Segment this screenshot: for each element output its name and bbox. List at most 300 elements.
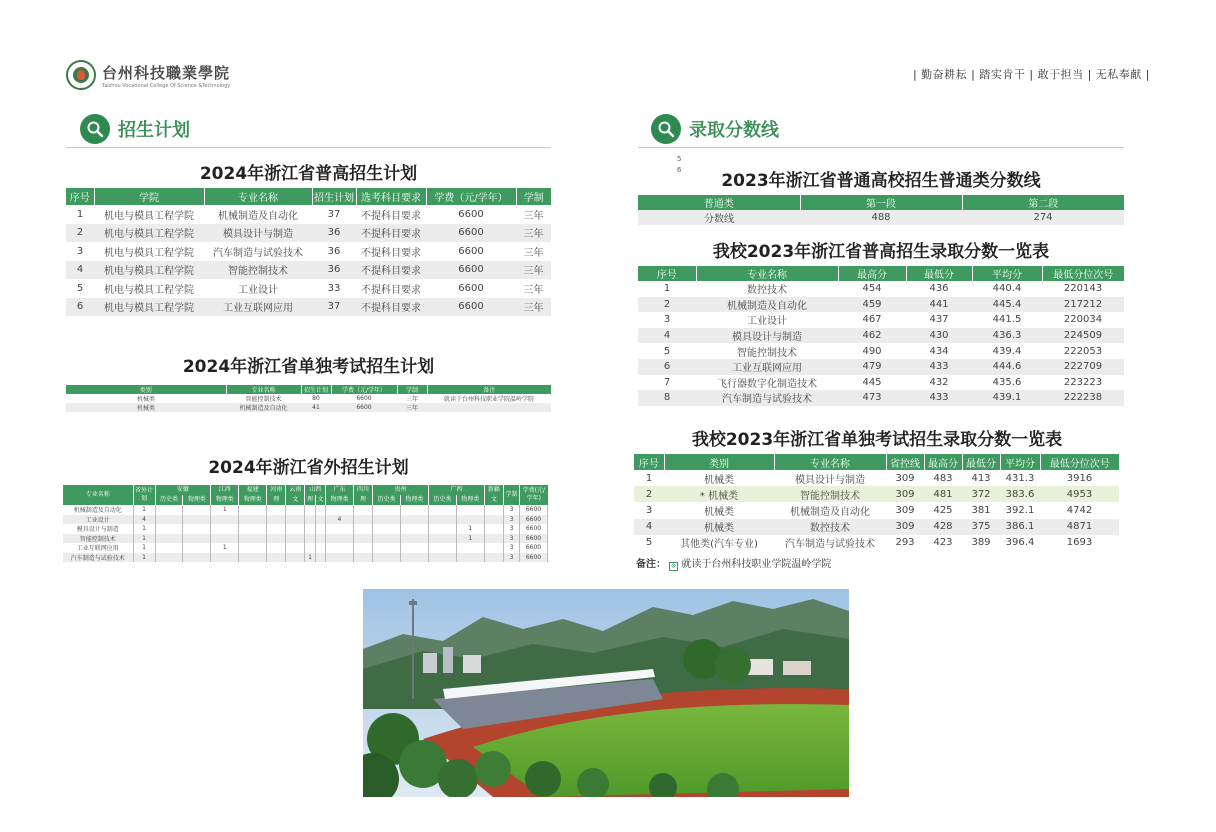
note-text: 就读于台州科技职业学院温岭学院 <box>681 559 832 570</box>
col-subheader: 物理类 <box>456 495 484 505</box>
table-cell: 459 <box>838 297 906 313</box>
table-cell <box>239 515 267 525</box>
table-cell: 智能控制技术 <box>737 347 797 359</box>
table-cell: 36 <box>312 224 356 243</box>
table-cell <box>305 505 315 515</box>
table-cell <box>353 505 372 515</box>
table-cell: 机械制造及自动化 <box>226 403 301 412</box>
col-header: 平均分 <box>972 266 1042 281</box>
school-name-cn: 台州科技職業學院 <box>102 63 231 82</box>
table-cell: 479 <box>838 359 906 375</box>
table-header-row <box>66 385 551 394</box>
table-cell <box>353 515 372 525</box>
table-cell: 462 <box>838 328 906 344</box>
table-cell: 机电与模具工程学院 <box>94 298 204 317</box>
table-cell <box>326 553 354 563</box>
table-header-row <box>638 266 1124 281</box>
table-cell <box>400 543 428 553</box>
table-cell: 6600 <box>520 553 548 563</box>
table-cell: 数控技术 <box>747 285 787 297</box>
col-header: 序号 <box>66 188 94 205</box>
table-cell: 汽车制造与试验技术 <box>696 390 838 406</box>
table-cell: 309 <box>886 519 924 535</box>
col-subheader: 历史类 <box>155 495 183 505</box>
table-cell <box>373 553 401 563</box>
table-cell: 3 <box>504 505 520 515</box>
table-cell <box>400 515 428 525</box>
table-cell: 1 <box>133 534 155 544</box>
table-cell: 3 <box>504 534 520 544</box>
table-row <box>638 359 1124 375</box>
table-title: 2024年浙江省单独考试招生计划 <box>182 357 435 377</box>
table-cell <box>286 524 305 534</box>
table-cell: 483 <box>933 472 953 484</box>
table-cell: 6 <box>638 359 696 375</box>
table-cell: 375 <box>962 519 1000 535</box>
table-cell: 6600 <box>520 534 548 544</box>
table-cell: 三年 <box>405 396 418 403</box>
table-cell: 431.3 <box>1005 472 1035 484</box>
col-header: 类别 <box>664 454 774 470</box>
table-row <box>638 328 1124 344</box>
table-row <box>634 535 1119 551</box>
table-row <box>66 403 551 412</box>
col-header: 招生计划 <box>312 188 356 205</box>
table-cell <box>315 515 325 525</box>
table-cell: 432 <box>929 376 949 388</box>
table-cell <box>286 543 305 553</box>
col-header: 河南 <box>267 485 286 495</box>
table-cell: 425 <box>933 504 953 516</box>
table-cell <box>155 505 183 515</box>
table-cell <box>315 553 325 563</box>
table-cell: 汽车制造与试验技术 <box>785 539 875 551</box>
table-cell: 439.4 <box>992 345 1022 357</box>
table-cell: 机械类 <box>704 506 734 518</box>
table-cell: 3 <box>663 314 671 326</box>
col-header: 备注 <box>427 385 551 394</box>
table-cell: 36 <box>312 261 356 280</box>
table-row <box>66 279 551 298</box>
col-header: 贵州 <box>373 485 429 495</box>
table-cell: 437 <box>929 314 949 326</box>
table-cell <box>239 505 267 515</box>
table-cell <box>373 515 401 525</box>
table-cell: 439.1 <box>972 390 1042 406</box>
table-cell <box>239 524 267 534</box>
table-cell <box>155 524 183 534</box>
table-cell: 6600 <box>458 245 484 257</box>
table-header-row <box>638 195 1124 210</box>
table-cell: 4 <box>66 261 94 280</box>
table-cell: 工业设计 <box>747 316 787 328</box>
col-header: 第二段 <box>962 195 1124 210</box>
col-header: 专业名称 <box>204 188 312 205</box>
table-cell <box>484 505 503 515</box>
table-cell <box>400 534 428 544</box>
table-cell: 5 <box>663 345 671 357</box>
table-cell: 467 <box>862 314 882 326</box>
table-cell: 6600 <box>458 208 484 220</box>
col-header: 专业名称 <box>774 454 886 470</box>
col-header: 最低分位次号 <box>1042 266 1124 281</box>
school-logo <box>66 60 230 90</box>
table-cell <box>305 524 315 534</box>
table-cell <box>456 505 484 515</box>
campus-stadium-photo <box>363 589 849 797</box>
table-row <box>66 298 551 317</box>
col-header: 专业名称 <box>696 266 838 281</box>
section-header-enrollment-plan <box>80 114 190 144</box>
col-subheader: 物理类 <box>211 495 239 505</box>
col-subheader: 理 <box>305 495 315 505</box>
table-cell: 3916 <box>1066 472 1093 484</box>
table-cell <box>456 543 484 553</box>
table-cell: 不提科目要求 <box>356 261 426 280</box>
table-cell: 不提科目要求 <box>361 284 421 296</box>
table-header-row <box>66 188 551 205</box>
table-cell <box>353 534 372 544</box>
table-cell <box>286 534 305 544</box>
col-header: 专业名称 <box>226 385 301 394</box>
table-row <box>638 297 1124 313</box>
col-header: 广西 <box>428 485 484 495</box>
table-cell: 392.1 <box>1005 504 1035 516</box>
table-cell <box>183 534 211 544</box>
table-cell <box>428 543 456 553</box>
col-header: 类别 <box>66 385 226 394</box>
table-cell: 80 <box>312 395 320 402</box>
col-header: 学费(元/学年) <box>520 485 548 505</box>
table-cell: 1 <box>133 553 155 563</box>
table-cell: 三年 <box>523 210 544 222</box>
table-cell <box>484 543 503 553</box>
table-cell: 5 <box>76 282 84 294</box>
table-cell: 机电与模具工程学院 <box>94 224 204 243</box>
table-cell <box>484 515 503 525</box>
table-header-row <box>634 454 1119 470</box>
col-subheader: 物理类 <box>400 495 428 505</box>
table-out-of-province-plan <box>63 485 548 562</box>
table-cell <box>315 524 325 534</box>
table-cell: 就读于台州科技职业学院温岭学院 <box>443 396 534 403</box>
school-name-en: Taizhou Vocational College Of Science &Technology <box>102 82 231 89</box>
table-cell: 模具设计与制造 <box>795 474 865 486</box>
note-mark-icon: ※ <box>670 562 677 570</box>
table-cell: 6600 <box>426 298 516 317</box>
table-cell: 三年 <box>523 284 544 296</box>
table-cell: 工业互联网应用 <box>63 543 133 553</box>
table-cell: 6600 <box>356 395 372 402</box>
col-subheader: 历史类 <box>428 495 456 505</box>
table-cell <box>286 515 305 525</box>
table-cell <box>373 534 401 544</box>
table-cell <box>211 524 239 534</box>
table-cell: 1 <box>456 524 484 534</box>
table-cell: 工业互联网应用 <box>696 359 838 375</box>
col-header: 学费（元/学年） <box>331 385 397 394</box>
magnifier-icon <box>80 114 110 144</box>
table-cell: 37 <box>327 208 341 220</box>
table-cell: 383.6 <box>1000 486 1040 502</box>
table-cell: 机械类 <box>136 396 155 403</box>
table-cell <box>326 543 354 553</box>
col-header: 第一段 <box>800 195 962 210</box>
table-cell: 436.3 <box>972 328 1042 344</box>
table-row <box>638 281 1124 297</box>
table-cell: 436 <box>929 283 949 295</box>
table-cell: * 机械类 <box>664 486 774 502</box>
table-cell <box>484 534 503 544</box>
table-cell: 6600 <box>331 403 397 412</box>
table-cell: 机电与模具工程学院 <box>104 284 194 296</box>
table-cell: 工业设计 <box>63 515 133 525</box>
table-cell: 222053 <box>1063 345 1103 357</box>
table-row <box>63 543 548 553</box>
table-cell: 机械制造及自动化 <box>218 210 298 222</box>
col-header: 平均分 <box>1000 454 1040 470</box>
table-cell <box>183 543 211 553</box>
table-cell: 222709 <box>1042 359 1124 375</box>
table-row <box>638 375 1124 391</box>
magnifier-icon <box>651 114 681 144</box>
table-cell: 1 <box>211 505 239 515</box>
table-cell: 488 <box>800 210 962 225</box>
table-cell: 汽车制造与试验技术 <box>213 247 303 259</box>
table-cell <box>315 505 325 515</box>
table-cell: 6 <box>66 298 94 317</box>
table-cell: 7 <box>663 376 671 388</box>
table-cell: 33 <box>327 282 341 294</box>
col-header: 普通类 <box>638 195 800 210</box>
table-cell: 3 <box>504 553 520 563</box>
table-cell <box>353 553 372 563</box>
section-title: 招生计划 <box>118 120 190 141</box>
table-cell <box>456 553 484 563</box>
table-row <box>634 486 1119 502</box>
page-number: 5 <box>677 155 682 163</box>
table-cell <box>211 534 239 544</box>
table-cell: 三年 <box>397 403 427 412</box>
table-cell: 274 <box>962 210 1124 225</box>
table-cell: 309 <box>895 504 915 516</box>
table-cell <box>456 515 484 525</box>
table-cell: 433 <box>906 359 972 375</box>
table-cell: 机械制造及自动化 <box>790 506 870 518</box>
col-header: 省控线 <box>886 454 924 470</box>
table-single-exam-plan <box>66 385 551 412</box>
table-cell <box>267 553 286 563</box>
table-cell <box>428 524 456 534</box>
table-row <box>66 394 551 403</box>
table-cell: 模具设计与制造 <box>696 328 838 344</box>
table-cell <box>267 524 286 534</box>
table-cell: 机械类 <box>66 403 226 412</box>
table-cell: 3 <box>504 543 520 553</box>
table-row <box>66 261 551 280</box>
table-cell: 440.4 <box>992 283 1022 295</box>
table-cell: 3 <box>504 515 520 525</box>
section-title: 录取分数线 <box>689 120 779 141</box>
table-cell: 数控技术 <box>774 519 886 535</box>
table-cell: 293 <box>895 537 915 549</box>
table-cell: 机电与模具工程学院 <box>104 210 194 222</box>
table-cell <box>183 553 211 563</box>
table-cell: 220143 <box>1063 283 1103 295</box>
table-cell: 1693 <box>1066 537 1093 549</box>
table-header-row <box>63 485 548 495</box>
table-title: 2023年浙江省普通高校招生普通类分数线 <box>721 171 1041 191</box>
table-cell: 481 <box>924 486 962 502</box>
table-cell: 2 <box>634 486 664 502</box>
table-cell: 三年 <box>516 261 551 280</box>
table-cell: 8 <box>638 390 696 406</box>
col-header: 学制 <box>504 485 520 505</box>
table-cell: 智能控制技术 <box>245 396 282 403</box>
table-row <box>63 505 548 515</box>
table-cell <box>267 505 286 515</box>
col-header: 最高分 <box>924 454 962 470</box>
table-cell: 2 <box>66 224 94 243</box>
table-cell: 6600 <box>458 282 484 294</box>
table-cell: 435.6 <box>992 376 1022 388</box>
table-cell <box>305 534 315 544</box>
table-cell: 1 <box>305 553 315 563</box>
table-row <box>63 524 548 534</box>
table-cell: 三年 <box>516 298 551 317</box>
table-note <box>636 555 831 571</box>
table-cell <box>326 505 354 515</box>
table-cell: 222238 <box>1042 390 1124 406</box>
table-cell <box>239 543 267 553</box>
table-title: 2024年浙江省外招生计划 <box>208 458 409 478</box>
table-cell <box>286 553 305 563</box>
table-cell: 1 <box>211 543 239 553</box>
table-cell: 36 <box>327 245 341 257</box>
table-cell <box>373 524 401 534</box>
table-cell: 6600 <box>520 505 548 515</box>
table-row <box>634 519 1119 535</box>
table-cell: 飞行器数字化制造技术 <box>717 378 817 390</box>
col-header: 福建 <box>239 485 267 495</box>
table-cell: 445.4 <box>972 297 1042 313</box>
section-header-admission-scores <box>651 114 779 144</box>
table-cell <box>305 515 315 525</box>
table-cell: 433 <box>906 390 972 406</box>
table-cell: 6600 <box>426 261 516 280</box>
table-cell: 2 <box>638 297 696 313</box>
table-title: 我校2023年浙江省单独考试招生录取分数一览表 <box>691 430 1063 450</box>
table-cell: 智能控制技术 <box>63 534 133 544</box>
col-header: 云南 <box>286 485 305 495</box>
table-cell <box>326 524 354 534</box>
table-cell: 1 <box>133 524 155 534</box>
table-cell: 机械制造及自动化 <box>63 505 133 515</box>
table-cell: 3 <box>76 245 84 257</box>
table-cell: 454 <box>862 283 882 295</box>
col-header: 四川 <box>353 485 372 495</box>
table-cell: 4871 <box>1040 519 1119 535</box>
col-header: 招生计划 <box>301 385 331 394</box>
col-subheader: 物理类 <box>183 495 211 505</box>
table-cell <box>239 534 267 544</box>
col-header: 选考科目要求 <box>356 188 426 205</box>
col-header: 学制 <box>397 385 427 394</box>
table-cell <box>400 524 428 534</box>
table-row <box>66 224 551 243</box>
col-subheader: 文 <box>484 495 503 505</box>
col-subheader: 文 <box>315 495 325 505</box>
table-cell <box>428 553 456 563</box>
table-cell <box>428 515 456 525</box>
table-cell <box>155 543 183 553</box>
table-cell <box>211 553 239 563</box>
table-row <box>63 553 548 563</box>
note-label: 备注： <box>636 559 666 570</box>
table-cell: 309 <box>895 472 915 484</box>
table-row <box>63 534 548 544</box>
table-cell: 分数线 <box>638 210 800 225</box>
section-divider <box>638 147 1124 148</box>
table-cell <box>373 505 401 515</box>
table-cell: 389 <box>971 537 991 549</box>
table-title: 我校2023年浙江省普高招生录取分数一览表 <box>712 242 1050 262</box>
table-cell: 模具设计与制造 <box>204 224 312 243</box>
table-cell: 1 <box>133 505 155 515</box>
col-header: 最低分 <box>962 454 1000 470</box>
table-cell: 智能控制技术 <box>204 261 312 280</box>
table-cell: 413 <box>971 472 991 484</box>
table-cell: 445 <box>862 376 882 388</box>
table-row <box>63 515 548 525</box>
table-cell: 372 <box>962 486 1000 502</box>
table-cell: 1 <box>133 543 155 553</box>
col-header: 学院 <box>94 188 204 205</box>
table-cell <box>428 505 456 515</box>
table-cell: 5 <box>645 537 653 549</box>
table-cell: 441.5 <box>992 314 1022 326</box>
table-cell <box>155 515 183 525</box>
col-header: 学费（元/学年） <box>426 188 516 205</box>
table-cell <box>315 534 325 544</box>
table-cell: 模具设计与制造 <box>63 524 133 534</box>
table-cell: 不提科目要求 <box>356 224 426 243</box>
table-cell: 4 <box>634 519 664 535</box>
table-general-admission-scores <box>638 266 1124 406</box>
col-header: 江西 <box>211 485 239 495</box>
table-cell <box>183 505 211 515</box>
table-cell: 490 <box>862 345 882 357</box>
table-cell: 6600 <box>426 224 516 243</box>
table-cell <box>484 524 503 534</box>
table-cell: 41 <box>301 403 331 412</box>
table-cell: 423 <box>933 537 953 549</box>
table-cell: 1 <box>663 283 671 295</box>
table-cell: 3 <box>645 504 653 516</box>
col-header: 最高分 <box>838 266 906 281</box>
table-row <box>638 210 1124 225</box>
col-subheader: 理 <box>267 495 286 505</box>
table-row <box>638 343 1124 359</box>
table-cell <box>353 543 372 553</box>
table-cell: 不提科目要求 <box>361 247 421 259</box>
table-row <box>638 390 1124 406</box>
col-header: 广东 <box>326 485 354 495</box>
table-cell: 220034 <box>1063 314 1103 326</box>
table-cell <box>353 524 372 534</box>
table-cell: 223223 <box>1063 376 1103 388</box>
table-cell: 不提科目要求 <box>356 298 426 317</box>
